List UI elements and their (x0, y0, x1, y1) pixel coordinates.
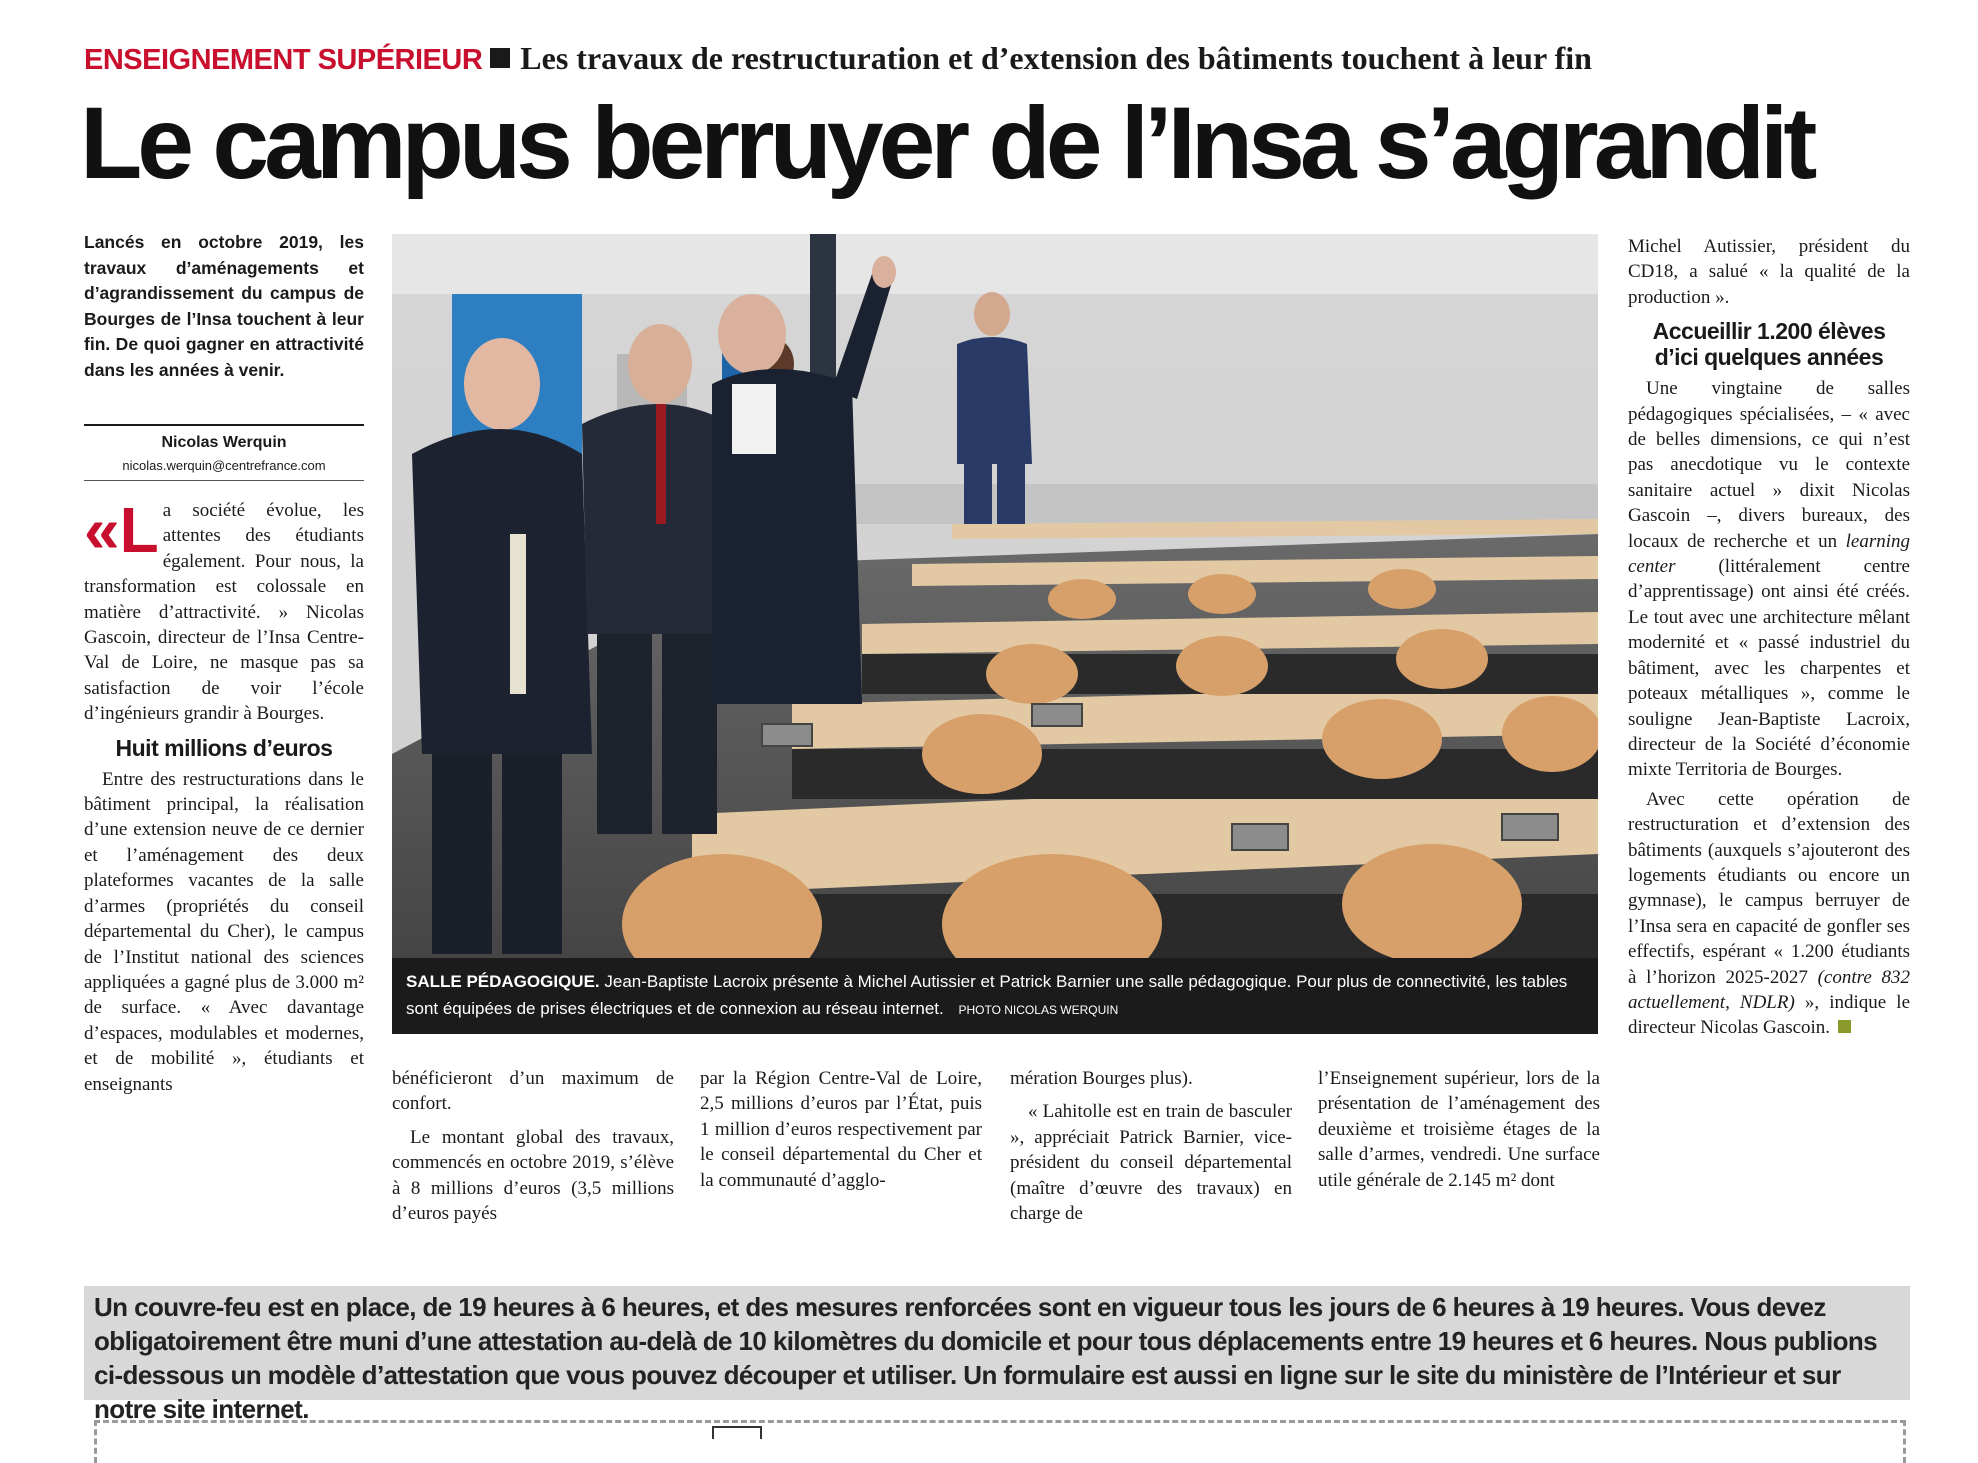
scissors-icon (712, 1426, 762, 1439)
paragraph-comfort: bénéficieront d’un maximum de confort. (392, 1068, 674, 1115)
paragraph-rooms (1628, 376, 1910, 783)
byline-divider-bottom (84, 480, 364, 481)
article-column-5 (1318, 1066, 1600, 1193)
curfew-notice-text: Un couvre-feu est en place, de 19 heures à 6 heures, et des mesures renforcées sont en vigueur tous les jours de 6 heures à 19 heures. Vous devez obligatoirement être muni d’une attestation au-delà de 10 kilomètres du domicile et pour tous déplacements entre 19 heures et 6 heures. Nous publions ci-dessous un modèle d’attestation que vous pouvez découper et utiliser. Un formulaire est aussi en ligne sur le site du ministère de l’Intérieur et sur notre site internet. (94, 1292, 1878, 1424)
drop-letter: L (119, 494, 159, 566)
rubric-label: ENSEIGNEMENT SUPÉRIEUR (84, 44, 483, 76)
photo-credit: PHOTO NICOLAS WERQUIN (958, 1003, 1119, 1017)
classroom-photo (392, 234, 1598, 958)
capacity-text-b: », indique le directeur Nicolas Gascoin. (1628, 991, 1910, 1039)
capacity-text-em: (contre 832 actuellement, NDLR) (1628, 966, 1911, 1013)
caption-text: Jean-Baptiste Lacroix présente à Michel Autissier et Patrick Barnier une salle pédagogique. Pour plus de connectivité, les tables sont équipées de prises électriques et de connexion au réseau internet. (406, 972, 1568, 1018)
lead-paragraph: Lancés en octobre 2019, les travaux d’aménagements et d’agrandissement du campus de Bourges de l’Insa touchent à leur fin. De quoi gagner en attractivité dans les années à venir. (84, 232, 364, 380)
article-column-4 (1010, 1066, 1292, 1226)
quote-mark: « (84, 494, 120, 566)
headline: Le campus berruyer de l’Insa s’agrandit (80, 86, 1813, 200)
kicker-subtitle: Les travaux de restructuration et d’extension des bâtiments touchent à leur fin (520, 40, 1592, 76)
opening-paragraph (84, 494, 364, 727)
subheading-budget: Huit millions d’euros (115, 734, 333, 761)
article-column-2 (392, 1066, 674, 1226)
rooms-text-a: Une vingtaine de salles pédagogiques spécialisées, – « avec de belles dimensions, ce qui n’est pas anecdotique vu le contexte sanitaire actuel » dixit Nicolas Gascoin –, divers bureaux, des locaux de recherche et un (1628, 378, 1910, 552)
drop-cap (84, 494, 159, 566)
paragraph-budget: Entre des restructurations dans le bâtiment principal, la réalisation d’une extension neuve de ce dernier et l’aménagement des deux plateformes vacantes de la salle d’armes (propriétés du conseil départemental du Cher), le campus de l’Institut national des sciences appliquées a gagné plus de 3.000 m² de surface. « Avec davantage d’espaces, modulables et modernes, et de mobilité », étudiants et enseignants (84, 768, 364, 1095)
paragraph-amount: Le montant global des travaux, commencés en octobre 2019, s’élève à 8 millions d’euros (3,5 millions d’euros payés (392, 1126, 674, 1225)
paragraph-agglomeration: mération Bourges plus). (1010, 1068, 1193, 1089)
paragraph-autissier: Michel Autissier, président du CD18, a salué « la qualité de la production ». (1628, 236, 1910, 308)
caption-label: SALLE PÉDAGOGIQUE. (406, 972, 600, 991)
rooms-text-b: (littéralement centre d’apprentissage) ont ainsi été créés. Le tout avec une architecture mêlant modernité et « passé industriel du bâtiment, avec les charpentes et poteaux métalliques », comme le souligne Jean-Baptiste Lacroix, directeur de la Société d’économie mixte Territoria de Bourges. (1628, 556, 1910, 781)
photo-caption (406, 968, 1586, 1024)
paragraph-capacity (1628, 787, 1910, 1041)
paragraph-lahitolle: « Lahitolle est en train de basculer », appréciait Patrick Barnier, vice-président du conseil départemental (maître d’œuvre des travaux) en charge de (1010, 1101, 1292, 1225)
author-email[interactable]: nicolas.werquin@centrefrance.com (122, 458, 326, 473)
classroom-photo-illustration (392, 234, 1598, 958)
rooms-text-em: learning center (1628, 530, 1910, 578)
article-column-6 (1628, 234, 1910, 1041)
paragraph-funding: par la Région Centre-Val de Loire, 2,5 millions d’euros par l’État, puis 1 million d’euros respectivement par le conseil départemental du Cher et la communauté d’agglo- (700, 1068, 982, 1191)
byline-divider (84, 424, 364, 426)
end-mark-icon (1838, 1020, 1851, 1033)
square-bullet-icon (490, 48, 510, 68)
kicker (84, 40, 1964, 80)
paragraph-presentation: l’Enseignement supérieur, lors de la présentation de l’aménagement des deuxième et troisième étages de la salle d’armes, vendredi. Une surface utile générale de 2.145 m² dont (1318, 1068, 1600, 1191)
author-name: Nicolas Werquin (161, 434, 287, 451)
article-column-3 (700, 1066, 982, 1193)
capacity-text-a: Avec cette opération de restructuration et d’extension des bâtiments (auxquels s’ajouteront des logements étudiants ou encore un gymnase), le campus berruyer de l’Insa sera en capacité de gonfler ses effectifs, espérant « 1.200 étudiants à l’horizon 2025-2027 (1628, 788, 1910, 988)
subheading-students: Accueillir 1.200 élèves d’ici quelques années (1652, 318, 1886, 371)
opening-text: a société évolue, les attentes des étudiants également. Pour nous, la transformation est colossale en matière d’attractivité. » Nicolas Gascoin, directeur de l’Insa Centre-Val de Loire, ne masque pas sa satisfaction de voir l’école d’ingénieurs grandir à Bourges. (84, 500, 364, 725)
attestation-cutout-border (94, 1420, 1906, 1463)
article-column-1 (84, 494, 364, 1097)
